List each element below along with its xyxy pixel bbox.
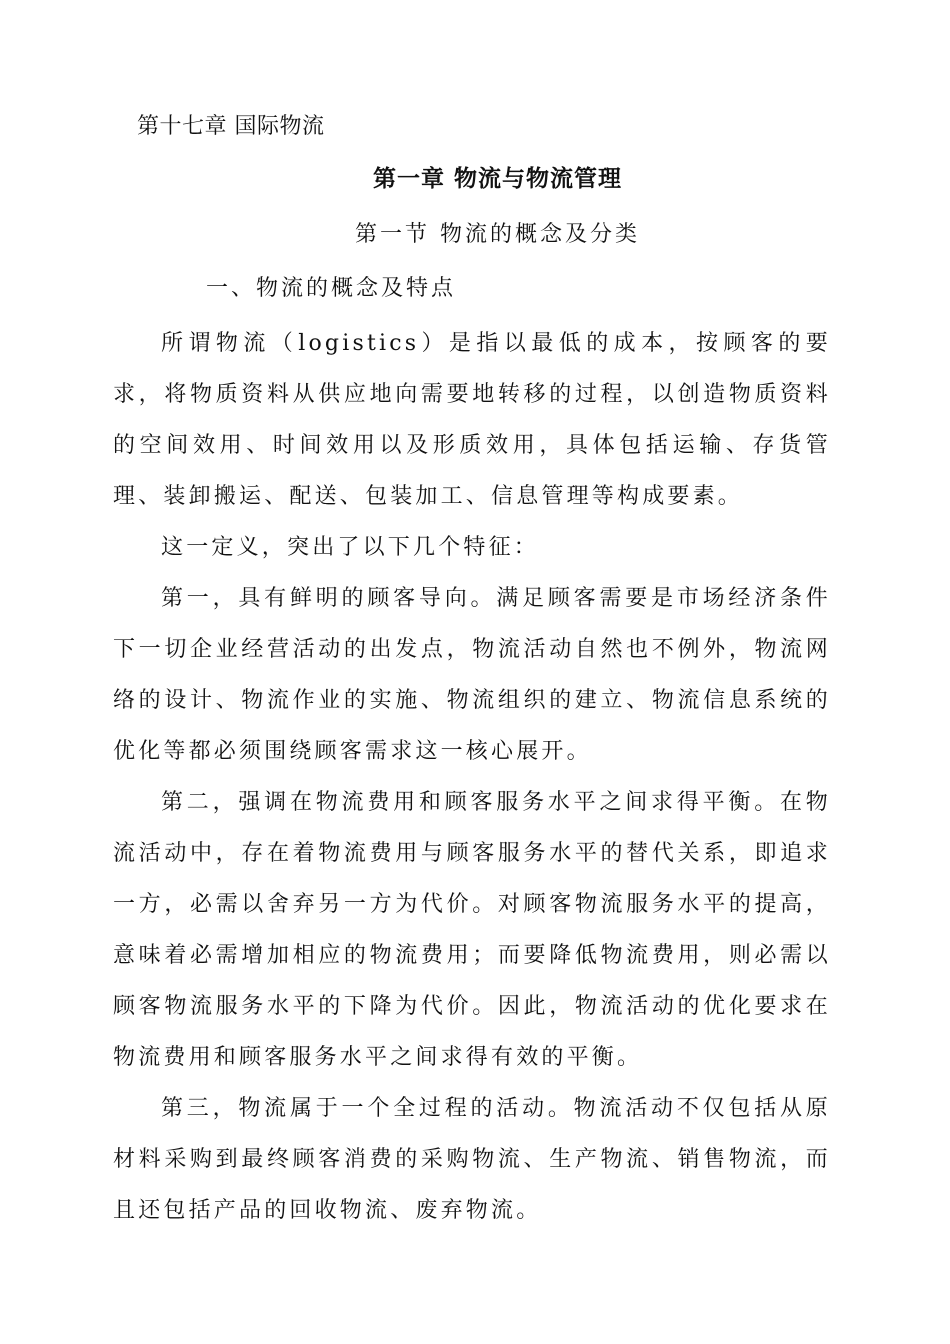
section-title: 第一节 物流的概念及分类	[355, 222, 640, 247]
body-text	[113, 318, 831, 1236]
chapter-title: 第一章 物流与物流管理	[372, 165, 622, 192]
paragraph-features-intro: 这一定义，突出了以下几个特征：	[161, 535, 540, 560]
sub-heading: 一、物流的概念及特点	[206, 276, 457, 301]
paragraph-definition: 所谓物流（logistics）是指以最低的成本，按顾客的要求，将物质资料从供应地向需要地转移的过程，以创造物质资料的空间效用、时间效用以及形质效用，具体包括运输、存货管理、装卸搬运、配送、包装加工、信息管理等构成要素。	[113, 331, 831, 509]
toc-line: 第十七章 国际物流	[137, 114, 325, 139]
paragraph-feature-2: 第二，强调在物流费用和顾客服务水平之间求得平衡。在物流活动中，存在着物流费用与顾客服务水平的替代关系，即追求一方，必需以舍弃另一方为代价。对顾客物流服务水平的提高，意味着必需增加相应的物流费用；而要降低物流费用，则必需以顾客物流服务水平的下降为代价。因此，物流活动的优化要求在物流费用和顾客服务水平之间求得有效的平衡。	[113, 790, 831, 1070]
paragraph-feature-3: 第三，物流属于一个全过程的活动。物流活动不仅包括从原材料采购到最终顾客消费的采购物流、生产物流、销售物流，而且还包括产品的回收物流、废弃物流。	[113, 1096, 831, 1223]
paragraph-feature-1: 第一，具有鲜明的顾客导向。满足顾客需要是市场经济条件下一切企业经营活动的出发点，物流活动自然也不例外，物流网络的设计、物流作业的实施、物流组织的建立、物流信息系统的优化等都必须围绕顾客需求这一核心展开。	[113, 586, 831, 764]
